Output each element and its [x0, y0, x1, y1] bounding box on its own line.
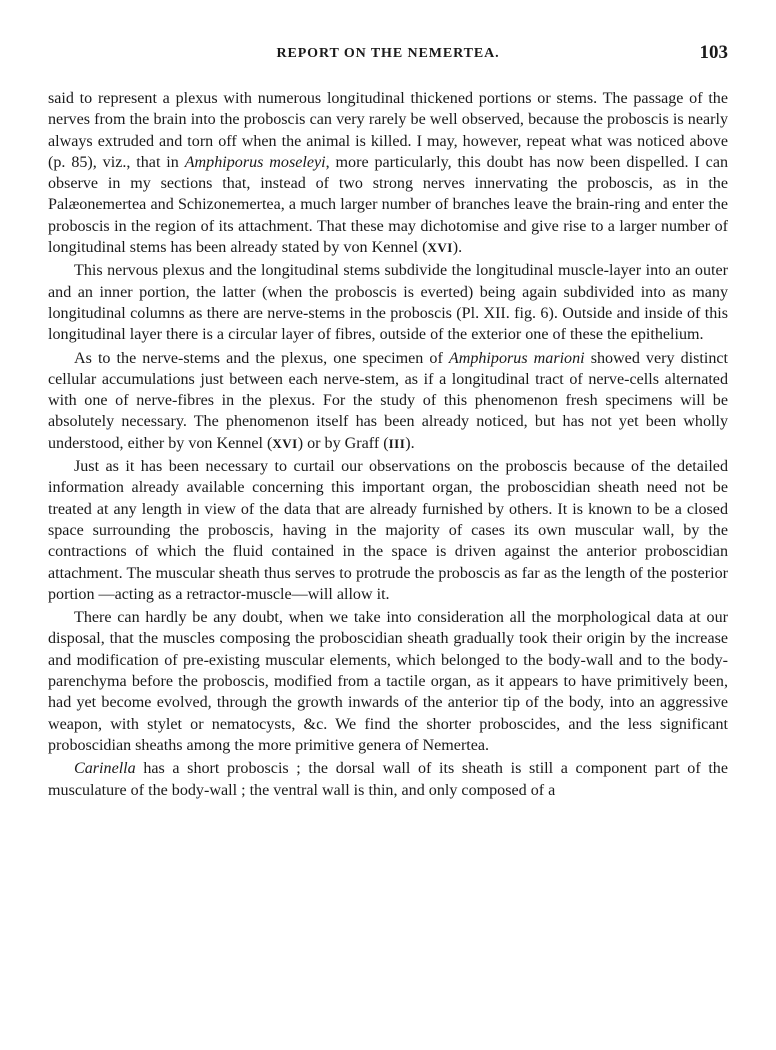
text-run: As to the nerve-stems and the plexus, one specimen of	[74, 349, 449, 367]
text-run: showed very distinct cellular accumulations just between each nerve-stem, as if a longitudinal tract of nerve-cells alternated with one of nerve-fibres in the plexus. For the study of this phenomenon fresh specimens will be absolutely necessary. The phenomenon itself has been already noticed, but has not yet been wholly understood, either by von Kennel (	[48, 349, 728, 452]
text-run: said to represent a plexus with numerous longitudinal thickened portions or stems. The passage of the nerves from the brain into the proboscis can very rarely be well observed, because the proboscis is nearly always extruded and torn off when the animal is killed. I may, however, repeat what was noticed above (p. 85), viz., that in	[48, 90, 728, 171]
text-run: , more particularly, this doubt has now been dispelled. I can observe in my sections that, instead of two strong nerves innervating the proboscis, as in the Palæonemertea and Schizonemertea, a much larger number of branches leave the brain-ring and enter the proboscis in the region of its attachment. That these may dichotomise and give rise to a larger number of longitudinal stems has been already stated by von Kennel (	[48, 153, 729, 257]
text-run: Just as it has been necessary to curtail our observations on the proboscis because of the detailed information already available concerning this important organ, the proboscidian sheath need not be treated at any length in view of the data that are already furnished by others. It is known to be a closed space surrounding the proboscis, having in the majority of cases its own muscular wall, by the contractions of which the fluid contained in the space is driven against the anterior proboscidian attachment. The muscular sheath thus serves to protrude the proboscis as far as the length of the posterior portion —acting as a retractor-muscle—will allow it.	[48, 458, 728, 603]
running-title: REPORT ON THE NEMERTEA.	[276, 46, 500, 61]
text-run: ).	[405, 434, 415, 452]
italic-term: Amphiporus moseleyi	[184, 153, 326, 171]
text-run: ) or by Graff (	[297, 434, 389, 452]
paragraph	[48, 456, 728, 605]
paragraph	[48, 88, 728, 258]
body-text	[48, 88, 728, 801]
text-run: ).	[452, 239, 463, 257]
text-run: There can hardly be any doubt, when we take into consideration all the morphological data at our disposal, that the muscles composing the proboscidian sheath gradually took their origin by the increase and modification of pre-existing muscular elements, which belonged to the body-wall and to the body-parenchyma before the proboscis, modified from a tactile organ, as it appears to have primitively been, had yet become evolved, through the growth inwards of the anterior tip of the body, into an aggressive weapon, with stylet or nematocysts, &c. We find the shorter proboscides, and the less significant proboscidian sheaths among the more primitive genera of Nemertea.	[48, 609, 728, 754]
text-run: This nervous plexus and the longitudinal stems subdivide the longitudinal muscle-layer into an outer and an inner portion, the latter (when the proboscis is everted) being again subdivided into as many longitudinal columns as there are nerve-stems in the proboscis (Pl. XII. fig. 6). Outside and inside of this longitudinal layer there is a circular layer of fibres, outside of the exterior one of these the epithelium.	[48, 262, 728, 344]
italic-term: Amphiporus marioni	[448, 349, 585, 367]
paragraph	[48, 260, 728, 345]
paragraph	[48, 758, 728, 801]
running-head	[48, 44, 728, 66]
text-run: has a short proboscis ; the dorsal wall of its sheath is still a component part of the musculature of the body-wall ; the ventral wall is thin, and only composed of a	[48, 760, 728, 799]
paragraph	[48, 348, 728, 454]
reference-numeral: XVI	[272, 435, 298, 451]
reference-numeral: XVI	[427, 240, 453, 256]
italic-term: Carinella	[74, 760, 136, 778]
paragraph	[48, 607, 728, 756]
page-number: 103	[699, 42, 728, 63]
reference-numeral: III	[388, 435, 406, 451]
